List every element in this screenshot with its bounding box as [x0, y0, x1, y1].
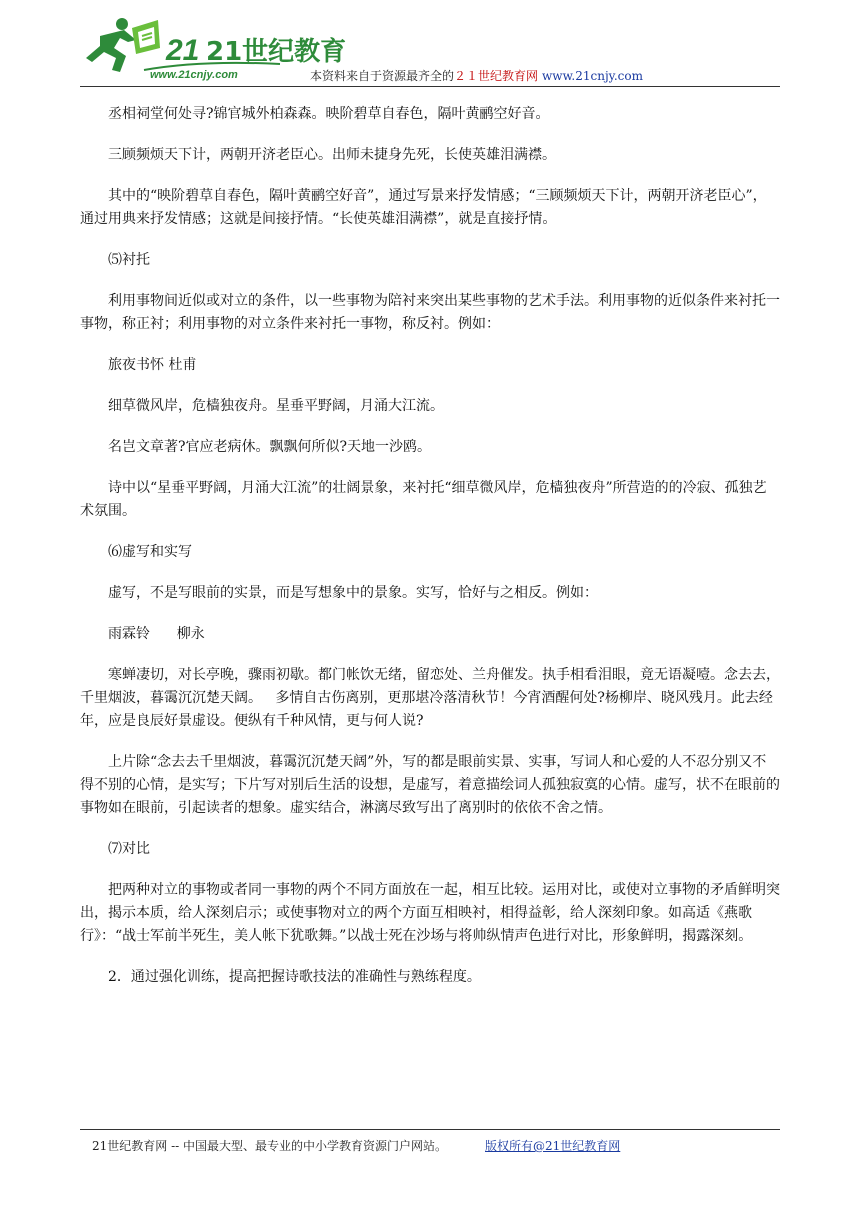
page-footer	[92, 1137, 620, 1154]
paragraph: 三顾频烦天下计，两朝开济老臣心。出师未捷身先死，长使英雄泪满襟。	[108, 147, 556, 163]
paragraph: 上片除“念去去千里烟波，暮霭沉沉楚天阔”外，写的都是眼前实景、实事，写词人和心爱的人不忍分别又不得不别的心情，是实写；下片写对别后生活的设想，是虚写，着意描绘词人孤独寂寞的心情。虚写，状不在眼前的事物如在眼前，引起读者的想象。虚实结合，淋漓尽致写出了离别时的依依不舍之情。	[80, 754, 780, 816]
footer-text: 21世纪教育网 -- 中国最大型、最专业的中小学教育资源门户网站。	[92, 1139, 448, 1153]
page-header	[0, 0, 860, 92]
paragraph: 虚写，不是写眼前的实景，而是写想象中的景象。实写，恰好与之相反。例如：	[108, 585, 598, 601]
paragraph: 其中的“映阶碧草自春色，隔叶黄鹂空好音”，通过写景来抒发情感；“三顾频烦天下计，两朝开济老臣心”，通过用典来抒发情感；这就是间接抒情。“长使英雄泪满襟”，就是直接抒情。	[80, 188, 767, 227]
paragraph: 2．通过强化训练，提高把握诗歌技法的准确性与熟练程度。	[108, 969, 481, 985]
poem-title: 雨霖铃 柳永	[108, 626, 205, 642]
poem-line: 名岂文章著?官应老病休。飘飘何所似?天地一沙鸥。	[108, 439, 432, 455]
header-url[interactable]: www.21cnjy.com	[542, 69, 643, 83]
paragraph: 把两种对立的事物或者同一事物的两个不同方面放在一起，相互比较。运用对比，或使对立事物的矛盾鲜明突出，揭示本质，给人深刻启示；或使事物对立的两个方面互相映衬，相得益彰，给人深刻印象。如高适《燕歌行》：“战士军前半死生，美人帐下犹歌舞。”以战士死在沙场与将帅纵情声色进行对比，形象鲜明，揭露深刻。	[80, 882, 780, 944]
poem-title: 旅夜书怀 杜甫	[108, 357, 197, 373]
site-logo	[80, 14, 347, 82]
header-site-name: ２１世纪教育网	[454, 69, 539, 83]
svg-text:21: 21	[166, 34, 200, 67]
section-heading: ⑺对比	[108, 841, 150, 857]
svg-text:21世纪教育: 21世纪教育	[206, 37, 347, 67]
copyright-link[interactable]: 版权所有@21世纪教育网	[485, 1139, 621, 1153]
paragraph: 诗中以“星垂平野阔，月涌大江流”的壮阔景象，来衬托“细草微风岸，危樯独夜舟”所营造的的冷寂、孤独艺术氛围。	[80, 480, 767, 519]
section-heading: ⑹虚写和实写	[108, 544, 192, 560]
poem-line: 细草微风岸，危樯独夜舟。星垂平野阔，月涌大江流。	[108, 398, 444, 414]
paragraph: 利用事物间近似或对立的条件，以一些事物为陪衬来突出某些事物的艺术手法。利用事物的近似条件来衬托一事物，称正衬；利用事物的对立条件来衬托一事物，称反衬。例如：	[80, 293, 780, 332]
svg-text:www.21cnjy.com: www.21cnjy.com	[150, 69, 238, 81]
poem-text: 寒蝉凄切，对长亭晚，骤雨初歇。都门帐饮无绪，留恋处、兰舟催发。执手相看泪眼，竟无语凝噎。念去去，千里烟波，暮霭沉沉楚天阔。 多情自古伤离别，更那堪冷落清秋节！今宵酒醒何处?杨柳岸、晓风残月。此去经年，应是良辰好景虚设。便纵有千种风情，更与何人说?	[80, 667, 780, 729]
section-heading: ⑸衬托	[108, 252, 150, 268]
document-body	[80, 103, 780, 1007]
header-source-note: 本资料来自于资源最齐全的２１世纪教育网 www.21cnjy.com	[310, 69, 643, 83]
footer-divider	[80, 1129, 780, 1130]
header-divider	[80, 86, 780, 87]
paragraph: 丞相祠堂何处寻?锦官城外柏森森。映阶碧草自春色，隔叶黄鹂空好音。	[108, 106, 550, 122]
